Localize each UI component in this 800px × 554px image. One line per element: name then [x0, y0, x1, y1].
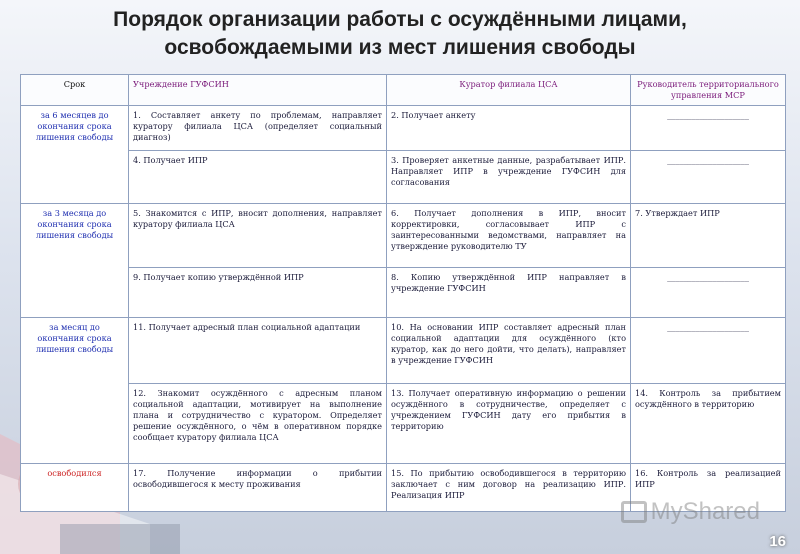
- header-srok: Срок: [21, 75, 129, 106]
- gufsin-cell: 11. Получает адресный план социальной адаптации: [129, 318, 387, 384]
- slide-title-line1: Порядок организации работы с осуждёнными лицами,: [113, 8, 687, 31]
- kurator-cell: 6. Получает дополнения в ИПР, вносит корректировки, согласовывает ИПР с заинтересованными ведомствами, направляет на утверждение руководителю ТУ: [387, 204, 631, 268]
- presentation-screen-icon: [621, 501, 647, 523]
- gufsin-cell: 9. Получает копию утверждённой ИПР: [129, 268, 387, 318]
- ruk-cell: ____________________: [631, 151, 786, 204]
- kurator-cell: 8. Копию утверждённой ИПР направляет в учреждение ГУФСИН: [387, 268, 631, 318]
- ruk-cell: 7. Утверждает ИПР: [631, 204, 786, 268]
- header-kurator: Куратор филиала ЦСА: [387, 75, 631, 106]
- ruk-cell: ____________________: [631, 106, 786, 151]
- table-row: [21, 151, 786, 204]
- table-row: [21, 318, 786, 384]
- term-cell: за 3 месяца до окончания срока лишения свободы: [21, 204, 129, 318]
- slide-number: 16: [769, 533, 786, 550]
- gufsin-cell: 4. Получает ИПР: [129, 151, 387, 204]
- term-cell: освободился: [21, 464, 129, 512]
- table-row: [21, 106, 786, 151]
- watermark-text: MyShared: [650, 498, 760, 525]
- ruk-cell: 16. Контроль за реализацией ИПР: [631, 464, 786, 512]
- kurator-cell: 2. Получает анкету: [387, 106, 631, 151]
- term-cell: за месяц до окончания срока лишения свободы: [21, 318, 129, 464]
- ruk-cell: ____________________: [631, 318, 786, 384]
- table-row: [21, 384, 786, 464]
- gufsin-cell: 12. Знакомит осуждённого с адресным планом социальной адаптации, мотивирует на выполнение плана и сотрудничество с куратором. Определяет решение осуждённого, о чём в оперативном порядке сообщает куратору филиала ЦСА: [129, 384, 387, 464]
- table-row: [21, 268, 786, 318]
- gufsin-cell: 1. Составляет анкету по проблемам, направляет куратору филиала ЦСА (определяет социальный диагноз): [129, 106, 387, 151]
- header-gufsin: Учреждение ГУФСИН: [129, 75, 387, 106]
- ruk-cell: ____________________: [631, 268, 786, 318]
- term-cell: за 6 месяцев до окончания срока лишения свободы: [21, 106, 129, 204]
- kurator-cell: 10. На основании ИПР составляет адресный план социальной адаптации для осуждённого (кто куратор, как до него дойти, что делать), направляет в учреждение ГУФСИН: [387, 318, 631, 384]
- slide-title: [0, 6, 800, 62]
- watermark: [621, 498, 760, 526]
- work-procedure-table: [20, 74, 786, 512]
- ruk-cell: 14. Контроль за прибытием осуждённого в территорию: [631, 384, 786, 464]
- kurator-cell: 13. Получает оперативную информацию о решении осуждённого в сотрудничестве, определяет с учреждением ГУФСИН дату его прибытия в территорию: [387, 384, 631, 464]
- table-header-row: [21, 75, 786, 106]
- slide-title-line2: освобождаемыми из мест лишения свободы: [164, 36, 636, 59]
- gufsin-cell: 17. Получение информации о прибытии освободившегося к месту проживания: [129, 464, 387, 512]
- kurator-cell: 3. Проверяет анкетные данные, разрабатывает ИПР. Направляет ИПР в учреждение ГУФСИН для согласования: [387, 151, 631, 204]
- header-ruk: Руководитель территориального управления МСР: [631, 75, 786, 106]
- gufsin-cell: 5. Знакомится с ИПР, вносит дополнения, направляет куратору филиала ЦСА: [129, 204, 387, 268]
- kurator-cell: 15. По прибытию освободившегося в территорию заключает с ним договор на реализацию ИПР. Реализация ИПР: [387, 464, 631, 512]
- table-row: [21, 204, 786, 268]
